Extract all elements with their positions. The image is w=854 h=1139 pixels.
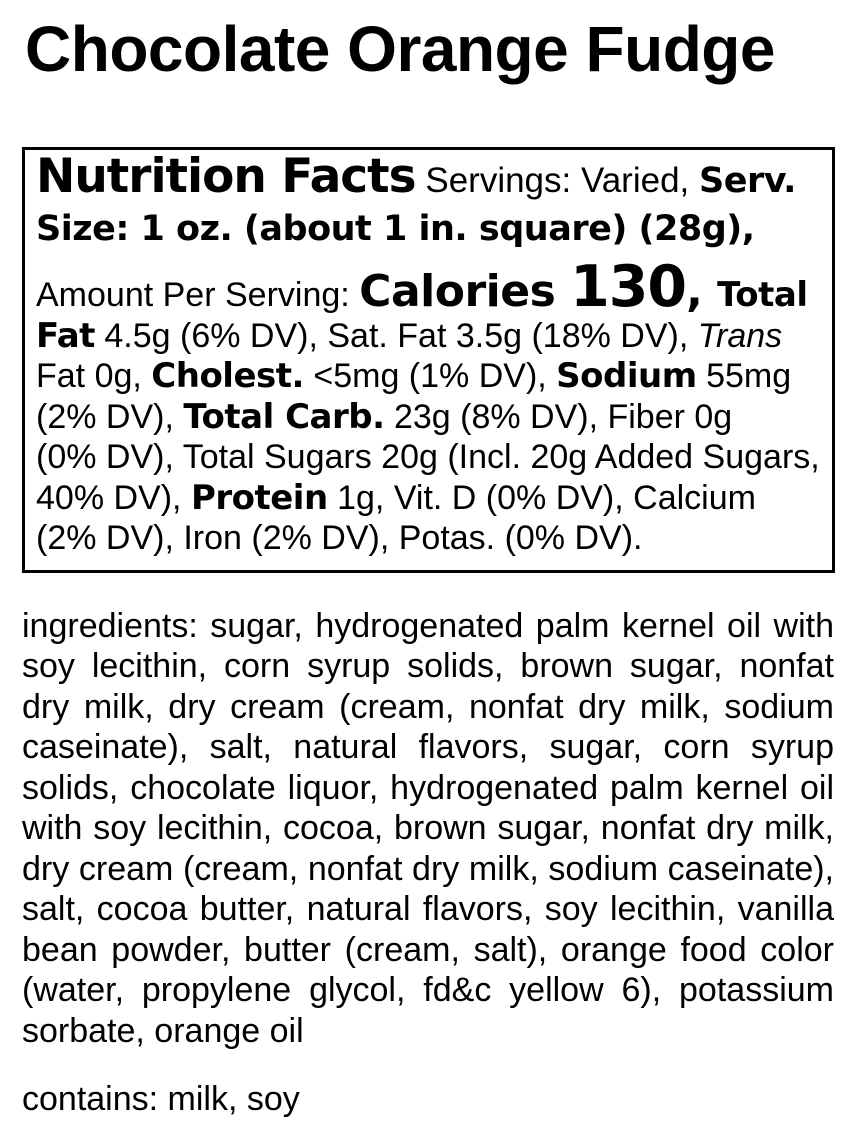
nutrition-label-page	[0, 14, 854, 1139]
allergen-statement: contains: milk, soy	[22, 1080, 300, 1118]
total-fat-value: 4.5g (6% DV), Sat. Fat 3.5g (18% DV),	[94, 316, 698, 355]
protein-label: Protein	[190, 477, 328, 518]
nutrition-facts-box	[22, 147, 835, 573]
total-carb-label: Total Carb.	[183, 396, 385, 437]
product-title: Chocolate Orange Fudge	[25, 13, 775, 85]
serving-size-text: Serv. Size: 1 oz. (about 1 in. square) (28g),	[36, 161, 796, 249]
cholesterol-label: Cholest.	[151, 356, 304, 396]
calories-value: 130	[570, 254, 687, 320]
calories-separator: ,	[686, 266, 718, 317]
sodium-value: 55mg (2% DV),	[36, 357, 792, 436]
cholesterol-value: <5mg (1% DV),	[303, 357, 557, 395]
nutrition-facts-body	[36, 254, 822, 559]
nutrition-facts-header	[36, 149, 822, 253]
protein-value: 1g, Vit. D (0% DV), Calcium (2% DV), Iron (2% DV), Potas. (0% DV).	[36, 478, 756, 557]
trans-fat-value: Fat 0g,	[36, 357, 152, 395]
nutrition-facts-heading: Nutrition Facts	[36, 149, 416, 204]
total-fat-label: Total Fat	[36, 275, 808, 356]
amount-per-serving-label: Amount Per Serving:	[36, 276, 360, 314]
total-carb-value: 23g (8% DV), Fiber 0g (0% DV), Total Sugars 20g (Incl. 20g Added Sugars, 40% DV),	[36, 397, 820, 517]
servings-text: Servings: Varied,	[415, 161, 699, 200]
sodium-label: Sodium	[556, 356, 697, 396]
trans-fat-label: Trans	[697, 316, 783, 355]
calories-label: Calories	[359, 266, 571, 317]
ingredients-text: ingredients: sugar, hydrogenated palm kernel oil with soy lecithin, corn syrup solids, brown sugar, nonfat dry milk, dry cream (cream, nonfat dry milk, sodium caseinate), salt, natural flavors, sugar, corn syrup solids, chocolate liquor, hydrogenated palm kernel oil with soy lecithin, cocoa, brown sugar, nonfat dry milk, dry cream (cream, nonfat dry milk, sodium caseinate), salt, cocoa butter, natural flavors, soy lecithin, vanilla bean powder, butter (cream, salt), orange food color (water, propylene glycol, fd&c yellow 6), potassium sorbate, orange oil	[22, 606, 834, 1050]
